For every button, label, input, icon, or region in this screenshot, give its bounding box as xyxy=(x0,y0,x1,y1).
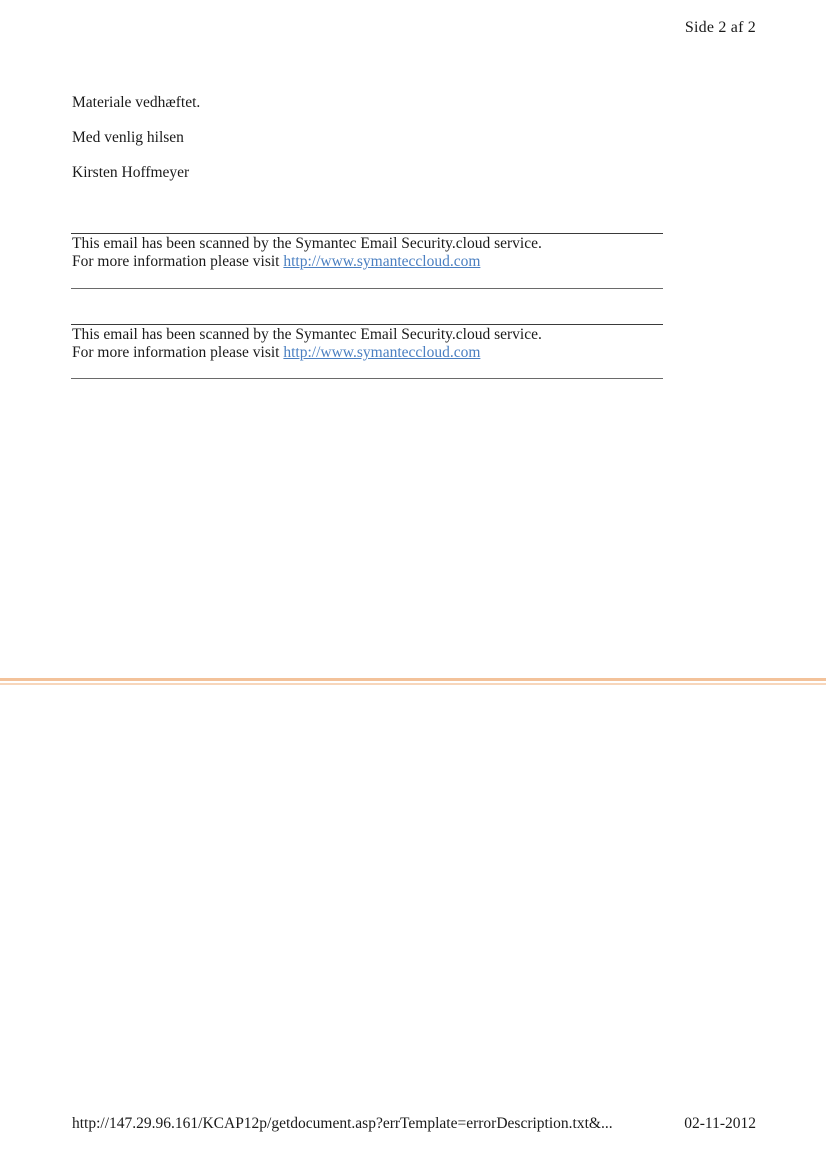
scan-notice-info-line xyxy=(72,253,542,271)
scan-notice-info-prefix: For more information please visit xyxy=(72,344,284,361)
page-break-band xyxy=(0,678,826,681)
scan-notice-1 xyxy=(72,235,542,271)
scan-notice-text: This email has been scanned by the Symantec Email Security.cloud service. xyxy=(72,326,542,343)
divider-top-2 xyxy=(71,324,663,325)
body-line-greeting: Med venlig hilsen xyxy=(72,129,184,146)
footer-url: http://147.29.96.161/KCAP12p/getdocument.asp?errTemplate=errorDescription.txt&... xyxy=(72,1115,613,1132)
body-line-attachment: Materiale vedhæftet. xyxy=(72,94,201,111)
scan-notice-info-line xyxy=(72,344,542,362)
scan-notice-info-prefix: For more information please visit xyxy=(72,253,284,270)
page-number: Side 2 af 2 xyxy=(684,19,756,36)
symantec-link[interactable]: http://www.symanteccloud.com xyxy=(283,344,481,361)
scan-notice-2 xyxy=(72,326,542,362)
divider-top-1 xyxy=(71,233,663,234)
footer-date: 02-11-2012 xyxy=(684,1115,756,1132)
divider-bottom-2 xyxy=(71,378,663,379)
page-break-band-light xyxy=(0,683,826,685)
symantec-link[interactable]: http://www.symanteccloud.com xyxy=(283,253,481,270)
body-line-signature: Kirsten Hoffmeyer xyxy=(72,164,190,181)
page-break xyxy=(0,678,826,686)
divider-bottom-1 xyxy=(71,288,663,289)
scan-notice-text: This email has been scanned by the Symantec Email Security.cloud service. xyxy=(72,235,542,252)
